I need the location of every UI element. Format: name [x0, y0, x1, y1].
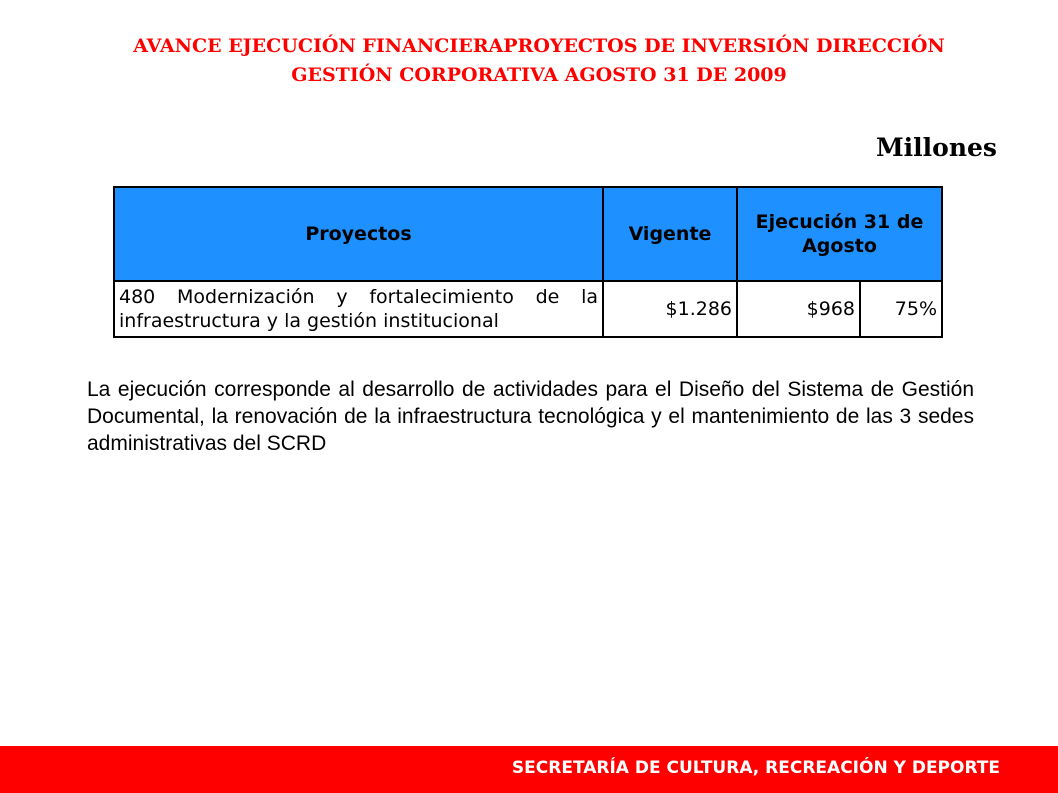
table-row [114, 281, 942, 337]
executed-percent-cell: 75% [860, 281, 942, 337]
header-projects: Proyectos [114, 187, 603, 281]
footer-bar [0, 746, 1058, 793]
current-value-cell: $1.286 [603, 281, 737, 337]
header-execution [737, 187, 942, 281]
project-name-line-1: 480 Modernización y fortalecimiento de la [119, 286, 598, 308]
project-name-cell [114, 281, 603, 337]
footer-organization: SECRETARÍA DE CULTURA, RECREACIÓN Y DEPORTE [511, 758, 1000, 778]
table-header-row [114, 187, 942, 281]
page-title-line-2: GESTIÓN CORPORATIVA AGOSTO 31 DE 2009 [291, 64, 787, 86]
units-label: Millones [876, 133, 997, 162]
header-current: Vigente [603, 187, 737, 281]
header-execution-line-1: Ejecución 31 de [755, 211, 924, 233]
budget-table [113, 186, 943, 338]
project-name-line-2: infraestructura y la gestión institucional [119, 310, 499, 332]
page-title-line-1: AVANCE EJECUCIÓN FINANCIERAPROYECTOS DE INVERSIÓN DIRECCIÓN [133, 35, 945, 57]
executed-value-cell: $968 [737, 281, 860, 337]
execution-description: La ejecución corresponde al desarrollo de actividades para el Diseño del Sistema de Gestión Documental, la renovación de la infraestructura tecnológica y el mantenimiento de las 3 sedes administrativas del SCRD [87, 378, 974, 455]
page-title [60, 32, 1018, 90]
header-execution-line-2: Agosto [802, 235, 877, 257]
